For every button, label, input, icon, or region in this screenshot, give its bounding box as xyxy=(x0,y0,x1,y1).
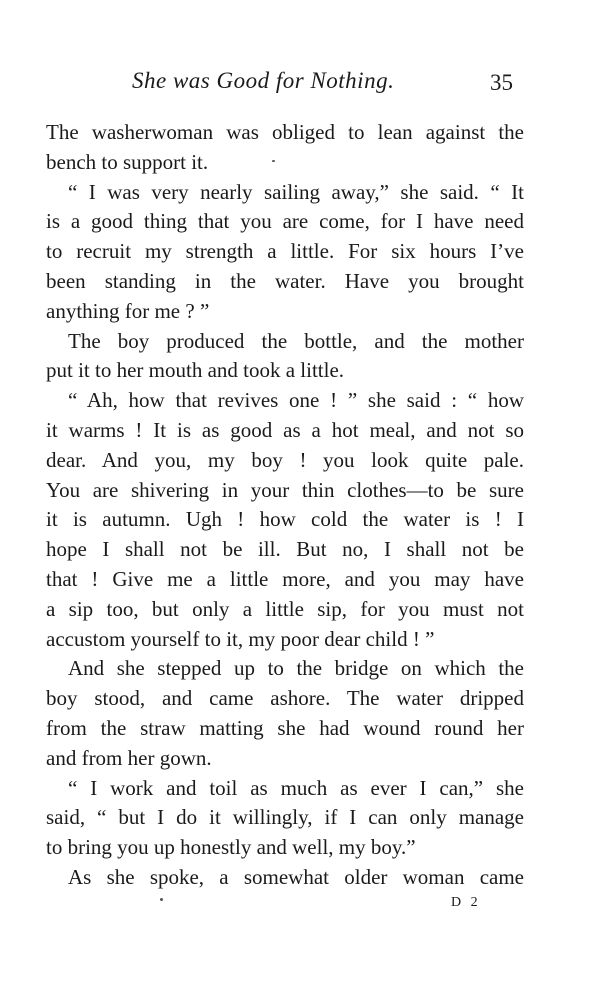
text-line: put it to her mouth and took a little. xyxy=(46,358,345,383)
text-line: You are shivering in your thin clothes—to be sure xyxy=(46,477,524,502)
print-speck xyxy=(272,160,275,162)
text-line: said, “ but I do it willingly, if I can only manage xyxy=(46,805,524,830)
text-line: it warms ! It is as good as a hot meal, and not so xyxy=(46,417,524,442)
text-line: As she spoke, a somewhat older woman came xyxy=(68,864,524,889)
signature-mark: D 2 xyxy=(451,895,481,910)
body-text xyxy=(46,118,524,893)
running-title: She was Good for Nothing. xyxy=(132,68,395,93)
text-line: “ I work and toil as much as ever I can,” she xyxy=(68,775,524,800)
text-line: that ! Give me a little more, and you may have xyxy=(46,566,524,591)
text-line: is a good thing that you are come, for I have need xyxy=(46,209,524,234)
text-line: been standing in the water. Have you brought xyxy=(46,268,524,293)
text-line: to bring you up honestly and well, my boy.” xyxy=(46,835,416,860)
text-line: and from her gown. xyxy=(46,745,212,770)
text-line: a sip too, but only a little sip, for you must not xyxy=(46,596,524,621)
text-line: bench to support it. xyxy=(46,149,209,174)
page-header xyxy=(0,68,589,104)
text-line: to recruit my strength a little. For six hours I’ve xyxy=(46,239,524,264)
text-line: accustom yourself to it, my poor dear child ! ” xyxy=(46,626,435,651)
page-number: 35 xyxy=(490,70,513,95)
text-line: from the straw matting she had wound round her xyxy=(46,715,524,740)
text-line: it is autumn. Ugh ! how cold the water is ! I xyxy=(46,507,524,532)
text-line: dear. And you, my boy ! you look quite pale. xyxy=(46,447,524,472)
text-line: anything for me ? ” xyxy=(46,298,210,323)
text-line: And she stepped up to the bridge on which the xyxy=(68,656,524,681)
print-speck xyxy=(160,898,163,901)
text-line: “ Ah, how that revives one ! ” she said : “ how xyxy=(68,388,524,413)
text-line: “ I was very nearly sailing away,” she said. “ It xyxy=(68,179,524,204)
text-line: The boy produced the bottle, and the mother xyxy=(68,328,524,353)
text-line: hope I shall not be ill. But no, I shall not be xyxy=(46,537,524,562)
text-line: The washerwoman was obliged to lean against the xyxy=(46,120,524,144)
text-line: boy stood, and came ashore. The water dripped xyxy=(46,686,524,711)
